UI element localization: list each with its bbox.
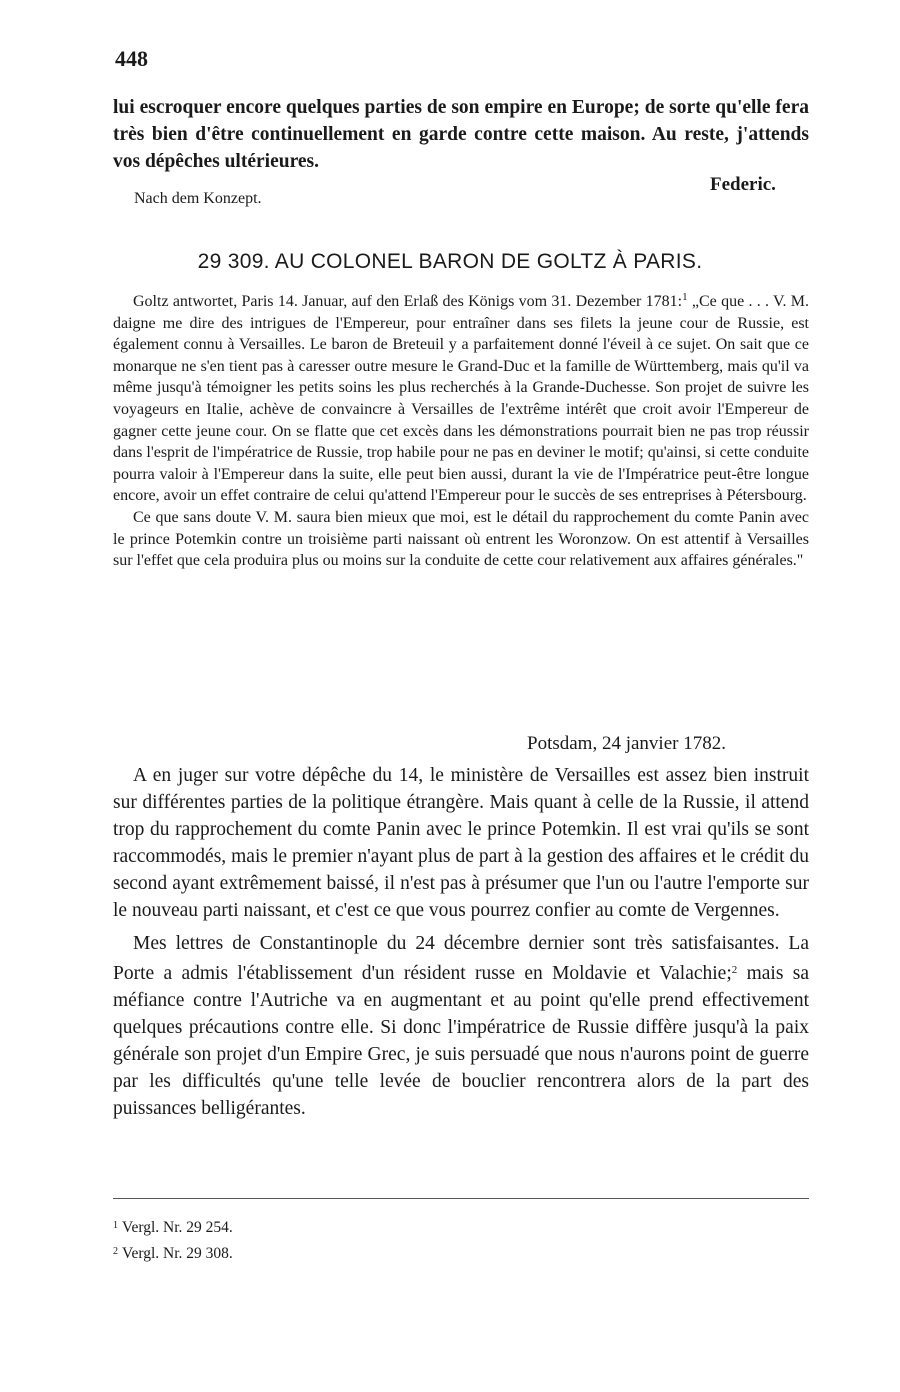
document-heading: 29 309. AU COLONEL BARON DE GOLTZ À PARIS. — [197, 250, 703, 273]
summary-paragraph-1 — [113, 287, 809, 507]
footnotes — [113, 1214, 233, 1266]
dateline: Potsdam, 24 janvier 1782. — [527, 733, 726, 754]
page-number: 448 — [115, 46, 148, 71]
footnote-ref-1: 1 — [682, 291, 688, 303]
summary-p1-start: Goltz antwortet, Paris 14. Januar, auf den Erlaß des Königs vom 31. Dezember 1781: — [133, 293, 683, 310]
footnote-2 — [113, 1240, 233, 1266]
footnote-1 — [113, 1214, 233, 1240]
summary-block — [113, 287, 809, 572]
footnote-2-text: Vergl. Nr. 29 308. — [122, 1245, 233, 1262]
continuation-text: lui escroquer encore quelques parties de son empire en Europe; de sorte qu'elle fera très bien d'être continuellement en garde contre cette maison. Au reste, j'attends vos dépêches ultérieures. — [113, 97, 809, 172]
footnote-1-mark: 1 — [113, 1220, 118, 1231]
footnote-1-text: Vergl. Nr. 29 254. — [122, 1219, 233, 1236]
summary-paragraph-2: Ce que sans doute V. M. saura bien mieux que moi, est le détail du rapprochement du comte Panin avec le prince Potemkin contre un troisième parti naissant où entrent les Woronzow. On est attentif à Versailles sur l'effet que cela produira plus ou moins sur la conduite de cette cour relativement aux affaires générales." — [113, 508, 809, 570]
source-note: Nach dem Konzept. — [134, 190, 262, 207]
continuation-paragraph — [113, 94, 809, 175]
letter-body — [113, 762, 809, 1122]
signature: Federic. — [710, 174, 776, 195]
summary-p1-rest: „Ce que . . . V. M. daigne me dire des intrigues de l'Empereur, pour entraîner dans ses filets la jeune cour de Russie, est également connu à Versailles. Le baron de Breteuil y a parfaitement donné l'éveil à ce sujet. On sait que ce monarque ne s'en tient pas à caresser outre mesure le Grand-Duc et la famille de Württemberg, mais qu'il va même jusqu'à témoigner les petits soins les plus recherchés à la Grande-Duchesse. Son projet de suivre les voyageurs en Italie, achève de convaincre à Versailles de l'extrême intérêt que croit avoir l'Empereur de gagner cette jeune cour. On se flatte que cet excès dans les démonstrations pourrait bien ne pas trop réussir dans l'esprit de l'impératrice de Russie, trop habile pour ne pas en deviner le motif; qu'ainsi, si cette conduite pourra valoir à l'Empereur dans la suite, elle peut bien aussi, durant la vie de l'Impératrice peut-être longue encore, avoir un effet contraire de celui qu'attend l'Empereur pour le succès de ses entreprises à Pétersbourg. — [113, 293, 810, 505]
letter-paragraph-2 — [113, 930, 809, 1122]
footnote-2-mark: 2 — [113, 1246, 118, 1257]
letter-p2-start: Mes lettres de Constantinople du 24 décembre dernier sont très satisfaisantes. La Porte a admis l'établissement d'un résident russe en Moldavie et Valachie; — [113, 933, 809, 984]
letter-p2-rest: mais sa méfiance contre l'Autriche va en augmentant et au point qu'elle prend effectivement quelques précautions contre elle. Si donc l'impératrice de Russie diffère jusqu'à la paix générale son projet d'un Empire Grec, je suis persuadé que nous n'aurons point de guerre par les difficultés qu'une telle levée de bouclier rencontrera alors de la part des puissances belligérantes. — [113, 963, 810, 1119]
footnote-rule — [113, 1198, 809, 1199]
footnote-ref-2: 2 — [731, 964, 738, 976]
letter-paragraph-1: A en juger sur votre dépêche du 14, le ministère de Versailles est assez bien instruit sur différentes parties de la politique étrangère. Mais quant à celle de la Russie, il attend trop du rapprochement du comte Panin avec le prince Potemkin. Il est vrai qu'ils se sont raccommodés, mais le premier n'ayant plus de part à la gestion des affaires et le crédit du second ayant extrêmement baissé, il n'est pas à présumer que l'un ou l'autre l'emporte sur le nouveau parti naissant, et c'est ce que vous pourrez confier au comte de Vergennes. — [113, 765, 809, 921]
